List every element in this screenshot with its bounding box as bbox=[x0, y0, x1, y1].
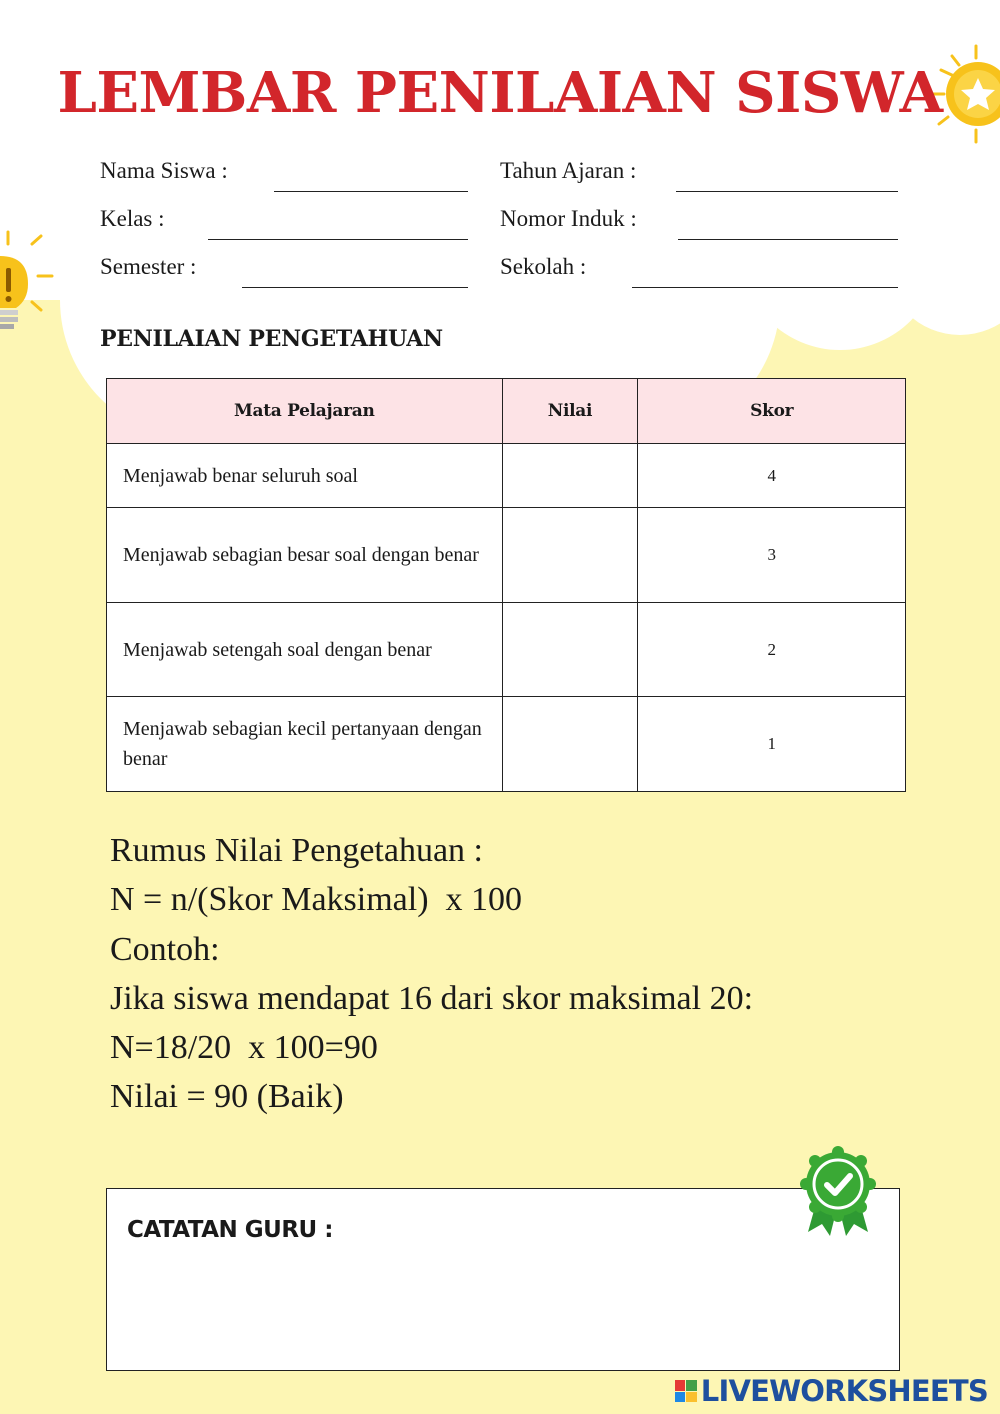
nilai-cell[interactable] bbox=[502, 697, 638, 792]
liveworksheets-logo-icon bbox=[675, 1380, 697, 1402]
kelas-field bbox=[100, 206, 468, 240]
page-title: LEMBAR PENILAIAN SISWA bbox=[57, 60, 943, 126]
liveworksheets-brand bbox=[675, 1374, 988, 1408]
nama-siswa-input-line[interactable] bbox=[274, 191, 468, 192]
criteria-cell: Menjawab setengah soal dengan benar bbox=[107, 603, 503, 697]
tahun-ajaran-label: Tahun Ajaran : bbox=[500, 158, 637, 183]
header-nilai: Nilai bbox=[502, 379, 638, 444]
criteria-cell: Menjawab sebagian besar soal dengan benar bbox=[107, 508, 503, 603]
example-heading: Contoh: bbox=[110, 930, 220, 968]
table-row bbox=[107, 603, 906, 697]
table-header-row bbox=[107, 379, 906, 444]
section-title: PENILAIAN PENGETAHUAN bbox=[100, 326, 443, 352]
formula-block bbox=[110, 826, 753, 1122]
semester-field bbox=[100, 254, 468, 288]
formula-heading: Rumus Nilai Pengetahuan : bbox=[110, 832, 484, 869]
sekolah-label: Sekolah : bbox=[500, 254, 587, 279]
kelas-label: Kelas : bbox=[100, 206, 165, 231]
nilai-cell[interactable] bbox=[502, 603, 638, 697]
tahun-ajaran-input-line[interactable] bbox=[676, 191, 898, 192]
nomor-induk-field bbox=[500, 206, 898, 240]
nama-siswa-label: Nama Siswa : bbox=[100, 158, 228, 183]
nomor-induk-input-line[interactable] bbox=[678, 239, 898, 240]
kelas-input-line[interactable] bbox=[208, 239, 468, 240]
example-text: Jika siswa mendapat 16 dari skor maksimal 20: bbox=[110, 979, 754, 1017]
nomor-induk-label: Nomor Induk : bbox=[500, 206, 637, 231]
semester-input-line[interactable] bbox=[242, 287, 468, 288]
semester-label: Semester : bbox=[100, 254, 197, 279]
example-result: Nilai = 90 (Baik) bbox=[110, 1078, 344, 1116]
skor-cell: 2 bbox=[638, 603, 906, 697]
table-row bbox=[107, 508, 906, 603]
tahun-ajaran-field bbox=[500, 158, 898, 192]
assessment-table bbox=[106, 378, 906, 792]
nilai-cell[interactable] bbox=[502, 508, 638, 603]
criteria-cell: Menjawab sebagian kecil pertanyaan dengan benar bbox=[107, 697, 503, 792]
example-calculation: N=18/20 x 100=90 bbox=[110, 1029, 378, 1067]
sekolah-input-line[interactable] bbox=[632, 287, 898, 288]
brand-name: LIVEWORKSHEETS bbox=[700, 1374, 988, 1408]
skor-cell: 4 bbox=[638, 444, 906, 508]
checkmark-badge-icon bbox=[800, 1146, 876, 1238]
header-skor: Skor bbox=[638, 379, 906, 444]
formula-equation: N = n/(Skor Maksimal) x 100 bbox=[110, 881, 523, 919]
criteria-cell: Menjawab benar seluruh soal bbox=[107, 444, 503, 508]
table-row bbox=[107, 444, 906, 508]
teacher-notes-label: CATATAN GURU : bbox=[127, 1217, 333, 1243]
skor-cell: 3 bbox=[638, 508, 906, 603]
skor-cell: 1 bbox=[638, 697, 906, 792]
teacher-notes-box[interactable] bbox=[106, 1188, 900, 1371]
nama-siswa-field bbox=[100, 158, 468, 192]
nilai-cell[interactable] bbox=[502, 444, 638, 508]
header-mata-pelajaran: Mata Pelajaran bbox=[107, 379, 503, 444]
sekolah-field bbox=[500, 254, 898, 288]
lightbulb-icon bbox=[0, 228, 60, 334]
table-row bbox=[107, 697, 906, 792]
